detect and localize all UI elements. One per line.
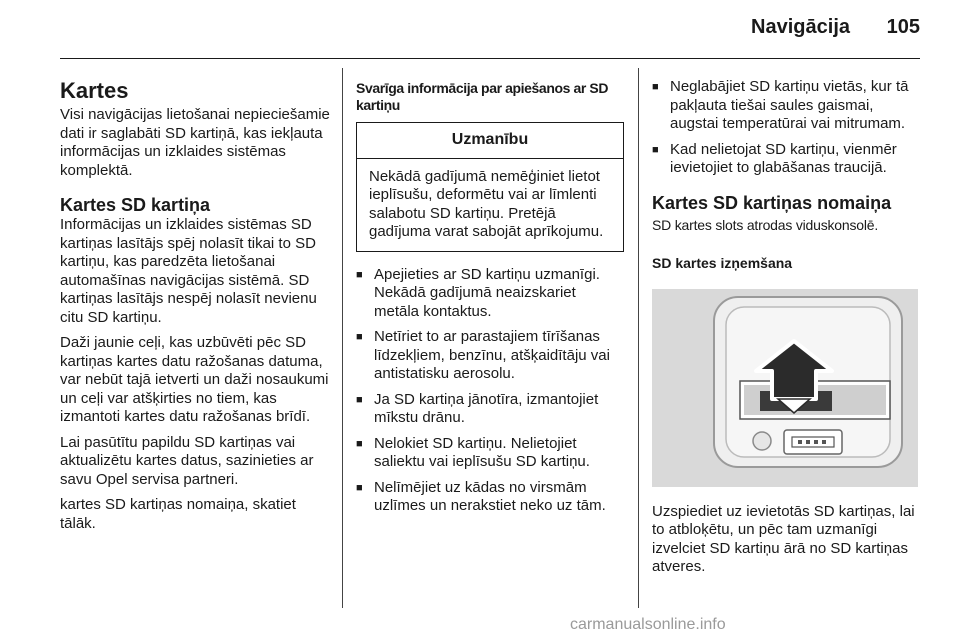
- maps-intro: Visi navigācijas lietošanai nepieciešamie dati ir saglabāti SD kartiņā, kas iekļauta informācijas un izklaides sistēmas komplektā.: [60, 106, 330, 179]
- subheading-map-sd-card: Kartes SD kartiņa: [60, 195, 211, 215]
- caution-title: Uzmanību: [357, 123, 623, 159]
- bullet-icon: ■: [356, 268, 363, 281]
- column-maps: [60, 78, 332, 540]
- list-item: [356, 266, 624, 322]
- sd-slot-illustration: [652, 289, 918, 487]
- list-item: [356, 479, 624, 516]
- bullet-icon: ■: [356, 437, 363, 450]
- caution-text: Nekādā gadījumā nemēģiniet lietot ieplīsušu, deformētu vai ar līmlenti salabotu SD kartiņu. Pretējā gadījuma varat sabojāt aprīkojumu.: [369, 167, 604, 240]
- page-number: 105: [886, 16, 920, 38]
- section-heading-maps: Kartes: [60, 78, 129, 103]
- list-item: [356, 391, 624, 428]
- figure-caption: Uzspiediet uz ievietotās SD kartiņas, lai to atbloķētu, un pēc tam uzmanīgi izvelciet SD kartiņu ārā no SD kartiņas atveres.: [652, 502, 915, 575]
- bullet-icon: ■: [356, 393, 363, 406]
- list-item-text: Ja SD kartiņa jānotīra, izmantojiet mīkstu drānu.: [374, 390, 599, 426]
- column-sd-replacement: [652, 78, 924, 584]
- paragraph: Informācijas un izklaides sistēmas SD kartiņas lasītājs spēj nolasīt tikai to SD kartiņu, kas paredzēta lietošanai automašīnas navigācijas sistēmā. SD kartiņas lasītājs nespēj nolasīt nevienu citu SD kartiņu.: [60, 216, 317, 326]
- list-item: [356, 435, 624, 472]
- list-item: [652, 78, 924, 134]
- header-section-title: Navigācija: [751, 16, 850, 38]
- column-sd-handling: [356, 80, 624, 523]
- list-item-text: Neglabājiet SD kartiņu vietās, kur tā pakļauta tiešai saules gaismai, augstai temperatūrai vai mitrumam.: [670, 78, 909, 132]
- watermark: carmanualsonline.info: [570, 616, 726, 633]
- subheading-sd-handling: Svarīga informācija par apiešanos ar SD kartiņu: [356, 80, 609, 113]
- sd-slot-location: SD kartes slots atrodas viduskonsolē.: [652, 216, 879, 233]
- bullet-icon: ■: [356, 331, 363, 343]
- list-item-text: Nelīmējiet uz kādas no virsmām uzlīmes un nerakstiet neko uz tām.: [374, 478, 606, 514]
- bullet-icon: ■: [652, 143, 659, 156]
- list-item-text: Apejieties ar SD kartiņu uzmanīgi. Nekādā gadījumā neaizskariet metāla kontaktus.: [374, 265, 600, 320]
- caution-box: [356, 122, 624, 252]
- sd-slot-diagram: [652, 289, 918, 487]
- storage-bullet-list: [652, 78, 924, 178]
- bullet-icon: ■: [652, 81, 659, 93]
- header-rule: [60, 58, 920, 59]
- column-divider-2: [638, 68, 639, 608]
- bullet-icon: ■: [356, 481, 363, 494]
- subheading-sd-removal: SD kartes izņemšana: [652, 255, 793, 271]
- subheading-sd-replacement: Kartes SD kartiņas nomaiņa: [652, 192, 892, 213]
- paragraph: Lai pasūtītu papildu SD kartiņas vai aktualizētu kartes datus, sazinieties ar savu Opel servisa partneri.: [60, 433, 314, 488]
- list-item: [652, 141, 924, 178]
- list-item: [356, 328, 624, 384]
- paragraph: Daži jaunie ceļi, kas uzbūvēti pēc SD kartiņas kartes datu ražošanas datuma, var nebūt tajā ietverti un daži nosaukumi un ceļi var atšķirties no tiem, kas izmantoti kartes datu ražošanas brīdī.: [60, 334, 329, 425]
- list-item-text: Kad nelietojat SD kartiņu, vienmēr ievietojiet to glabāšanas traucijā.: [670, 140, 897, 176]
- column-divider-1: [342, 68, 343, 608]
- list-item-text: Nelokiet SD kartiņu. Nelietojiet saliektu vai ieplīsušu SD kartiņu.: [374, 434, 590, 470]
- list-item-text: Netīriet to ar parastajiem tīrīšanas līdzekļiem, benzīnu, atšķaidītāju vai antistatisku aerosolu.: [374, 328, 610, 382]
- handling-bullet-list: [356, 266, 624, 516]
- paragraph: kartes SD kartiņas nomaiņa, skatiet tālāk.: [60, 496, 296, 532]
